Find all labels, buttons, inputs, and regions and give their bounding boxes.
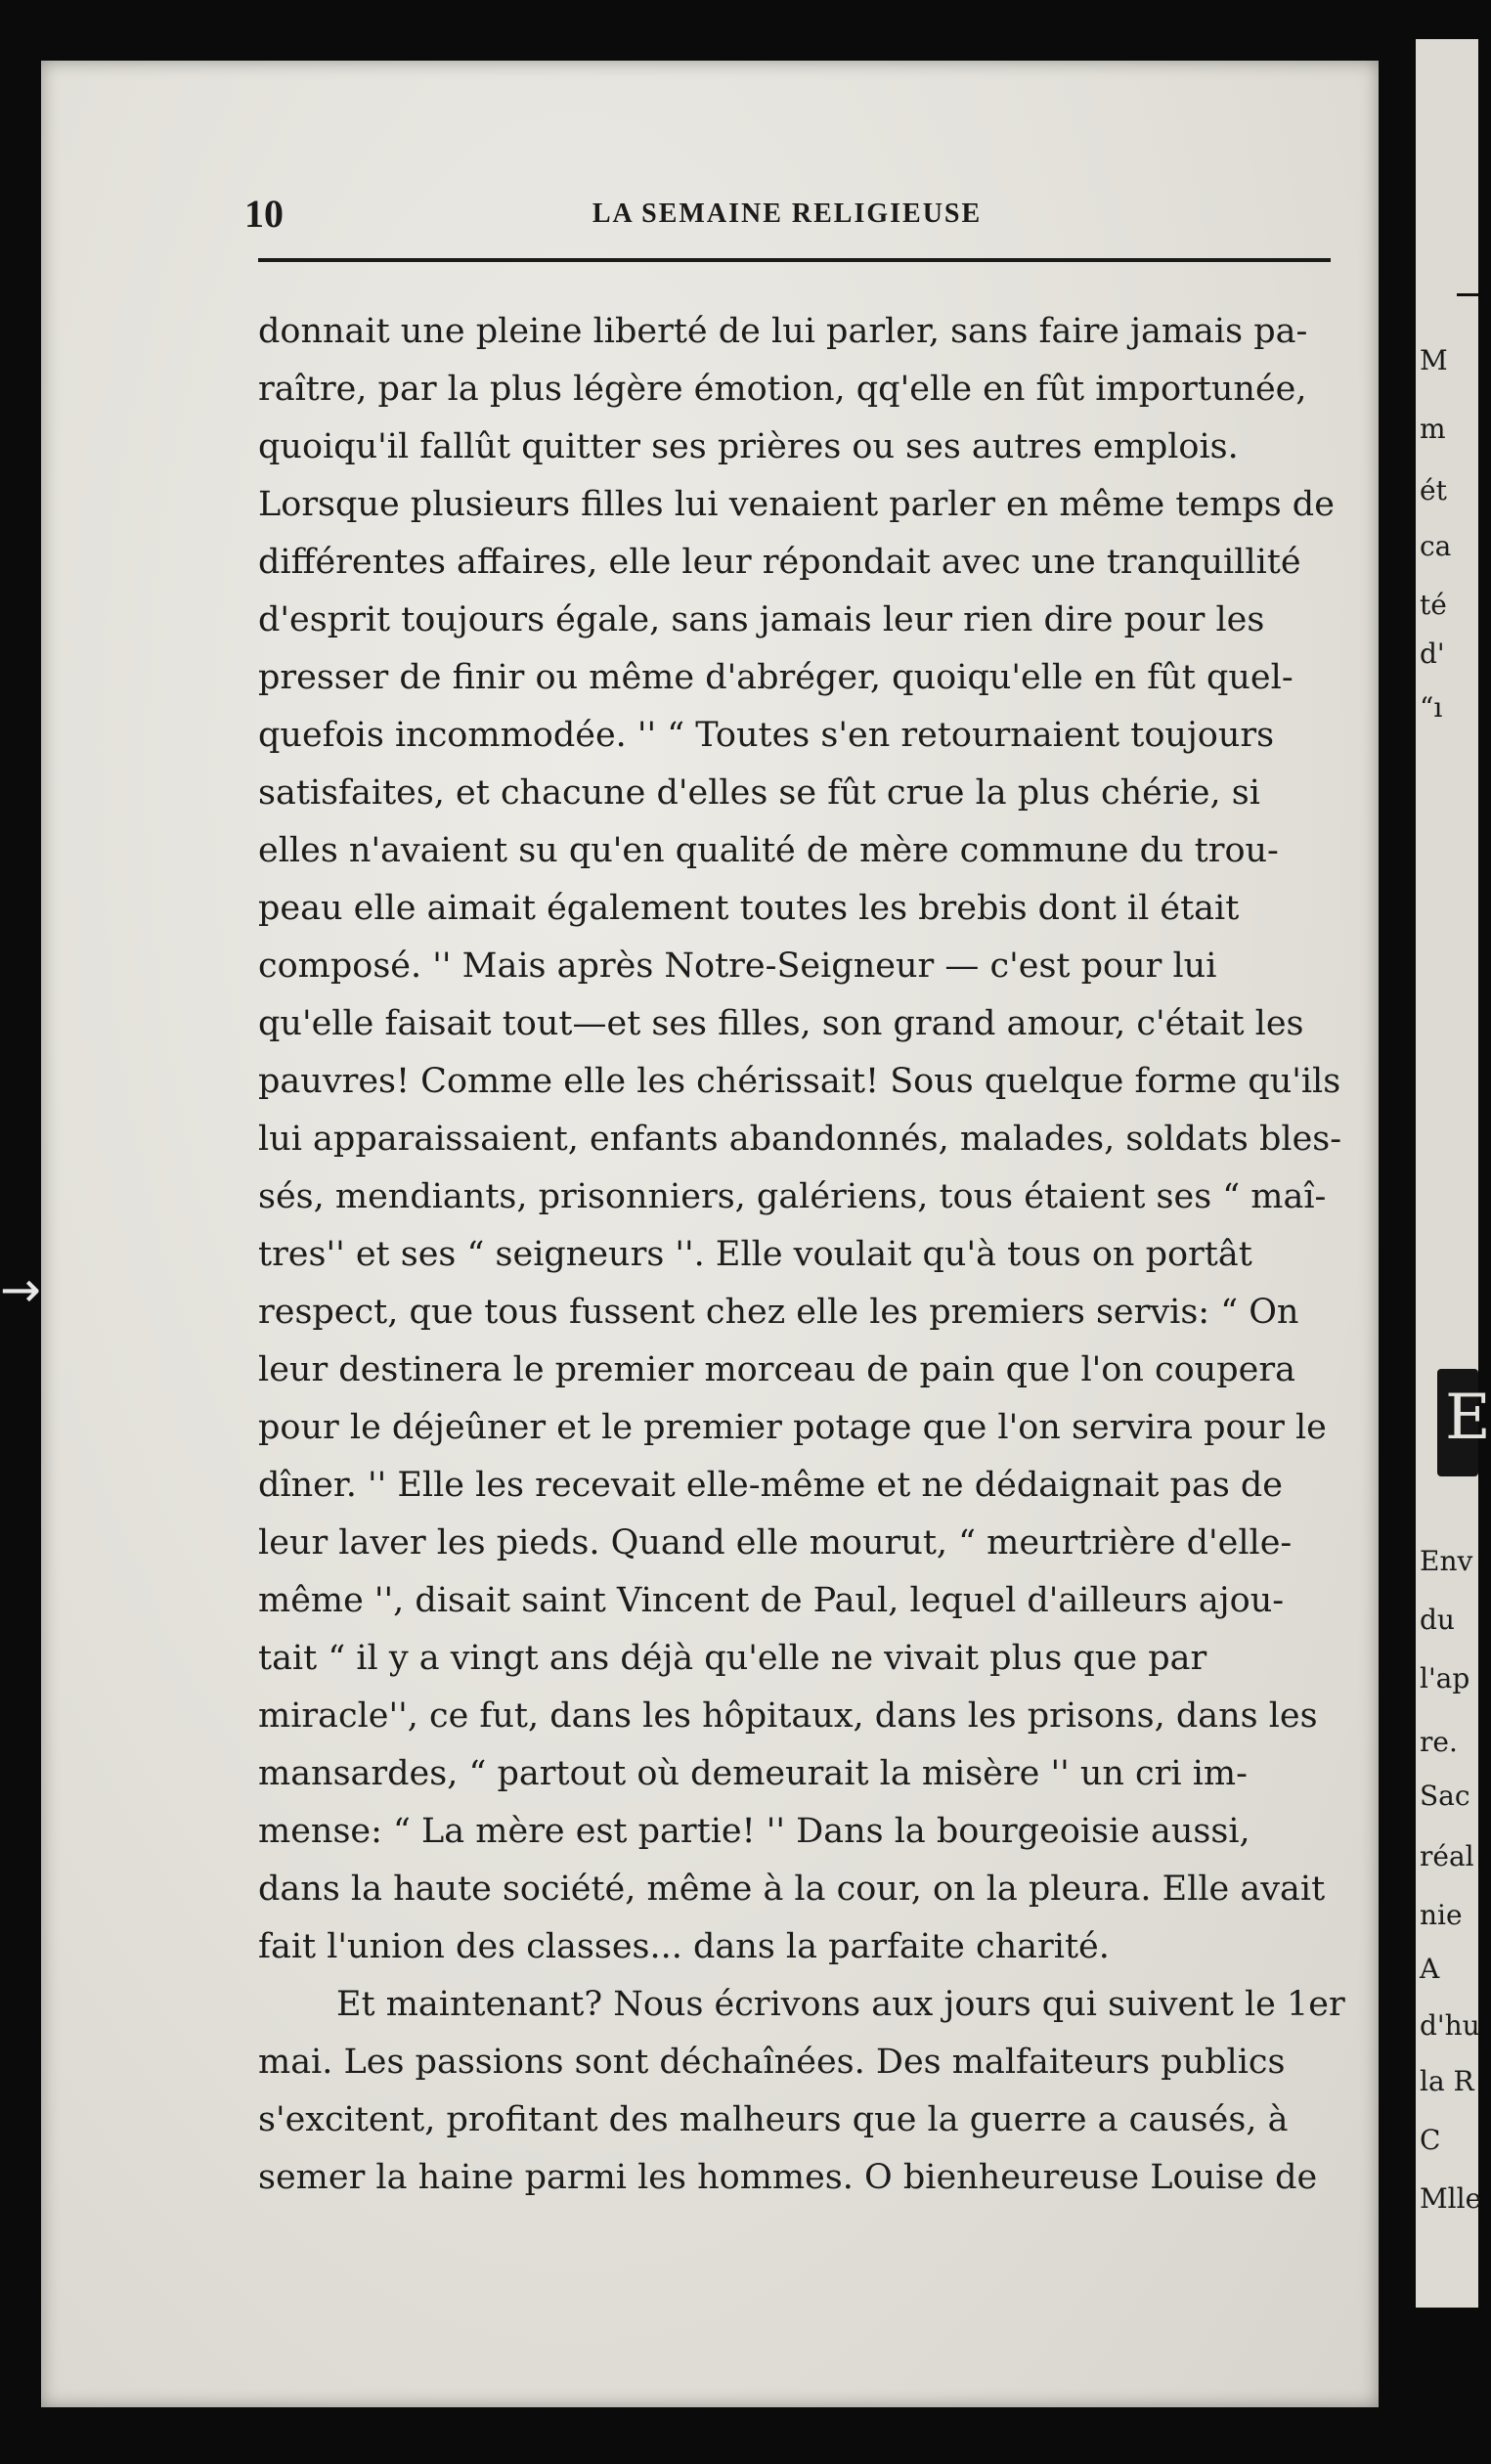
opposite-fragment: “ı <box>1420 691 1443 724</box>
opposite-fragment: té <box>1420 589 1447 621</box>
text-line: différentes affaires, elle leur répondait avec une tranquillité <box>258 543 1301 582</box>
text-line: donnait une pleine liberté de lui parler, sans faire jamais pa- <box>258 312 1308 351</box>
opposite-fragment: ca <box>1420 530 1452 562</box>
opposite-fragment: A <box>1420 1953 1440 1985</box>
text-line: Lorsque plusieurs filles lui venaient parler en même temps de <box>258 485 1335 524</box>
paragraph-2 <box>258 1976 1358 2207</box>
opposite-fragment: l'ap <box>1420 1662 1470 1694</box>
opposite-fragment: nie <box>1420 1899 1463 1931</box>
text-line: sés, mendiants, prisonniers, galériens, tous étaient ses “ maî- <box>258 1177 1327 1216</box>
text-line: dans la haute société, même à la cour, on la pleura. Elle avait <box>258 1870 1326 1909</box>
text-line: leur destinera le premier morceau de pain que l'on coupera <box>258 1350 1295 1389</box>
page-number: 10 <box>244 192 284 236</box>
text-line: lui apparaissaient, enfants abandonnés, malades, soldats bles- <box>258 1120 1342 1159</box>
text-line: elles n'avaient su qu'en qualité de mère commune du trou- <box>258 831 1279 870</box>
opposite-fragment: Sac <box>1420 1780 1470 1812</box>
text-line: mansardes, “ partout où demeurait la misère '' un cri im- <box>258 1754 1248 1793</box>
text-line: leur laver les pieds. Quand elle mourut, “ meurtrière d'elle- <box>258 1523 1293 1562</box>
paragraph-1 <box>258 303 1358 1976</box>
text-line: respect, que tous fussent chez elle les premiers servis: “ On <box>258 1293 1299 1332</box>
opposite-fragment: réal <box>1420 1840 1474 1872</box>
text-line: dîner. '' Elle les recevait elle-même et ne dédaignait pas de <box>258 1466 1284 1505</box>
opposite-page-rule <box>1457 293 1478 296</box>
text-line: qu'elle faisait tout—et ses filles, son grand amour, c'était les <box>258 1004 1304 1043</box>
opposite-fragment: Env <box>1420 1545 1473 1577</box>
text-line: même '', disait saint Vincent de Paul, lequel d'ailleurs ajou- <box>258 1581 1285 1620</box>
opposite-fragment: la R <box>1420 2065 1474 2097</box>
margin-mark-icon: → <box>0 1261 41 1318</box>
running-title: LA SEMAINE RELIGIEUSE <box>592 198 983 229</box>
body-text <box>258 303 1358 2207</box>
opposite-fragment: d' <box>1420 638 1445 670</box>
page-header <box>244 191 1330 240</box>
opposite-fragment: m <box>1420 413 1446 445</box>
opposite-fragment: ét <box>1420 474 1447 506</box>
drop-cap-initial: E <box>1437 1369 1478 1476</box>
text-line: mense: “ La mère est partie! '' Dans la bourgeoisie aussi, <box>258 1812 1250 1851</box>
text-line: semer la haine parmi les hommes. O bienheureuse Louise de <box>258 2158 1318 2197</box>
text-line: satisfaites, et chacune d'elles se fût crue la plus chérie, si <box>258 773 1260 813</box>
text-line: peau elle aimait également toutes les brebis dont il était <box>258 889 1240 928</box>
opposite-fragment: d'hu <box>1420 2009 1480 2042</box>
text-line: quefois incommodée. '' “ Toutes s'en retournaient toujours <box>258 716 1275 755</box>
text-line: composé. '' Mais après Notre-Seigneur — c'est pour lui <box>258 946 1217 986</box>
text-line: s'excitent, profitant des malheurs que la guerre a causés, à <box>258 2100 1289 2139</box>
opposite-fragment: re. <box>1420 1726 1458 1758</box>
text-line: fait l'union des classes... dans la parfaite charité. <box>258 1927 1110 1966</box>
text-line: miracle'', ce fut, dans les hôpitaux, dans les prisons, dans les <box>258 1696 1318 1736</box>
text-line: pour le déjeûner et le premier potage que l'on servira pour le <box>258 1408 1327 1447</box>
opposite-fragment: Mlle <box>1420 2182 1482 2215</box>
opposite-fragment: du <box>1420 1604 1455 1636</box>
header-rule <box>258 258 1331 262</box>
text-line: pauvres! Comme elle les chérissait! Sous quelque forme qu'ils <box>258 1062 1341 1101</box>
text-line: presser de finir ou même d'abréger, quoiqu'elle en fût quel- <box>258 658 1294 697</box>
text-line: tres'' et ses “ seigneurs ''. Elle voulait qu'à tous on portât <box>258 1235 1252 1274</box>
text-line: Et maintenant? Nous écrivons aux jours qui suivent le 1er <box>336 1985 1345 2024</box>
opposite-fragment: M <box>1420 344 1448 376</box>
text-line: mai. Les passions sont déchaînées. Des malfaiteurs publics <box>258 2043 1286 2082</box>
opposite-fragment: C <box>1420 2124 1441 2156</box>
text-line: quoiqu'il fallût quitter ses prières ou ses autres emplois. <box>258 427 1239 466</box>
text-line: d'esprit toujours égale, sans jamais leur rien dire pour les <box>258 600 1265 639</box>
text-line: raître, par la plus légère émotion, qq'elle en fût importunée, <box>258 370 1307 409</box>
text-line: tait “ il y a vingt ans déjà qu'elle ne vivait plus que par <box>258 1639 1207 1678</box>
